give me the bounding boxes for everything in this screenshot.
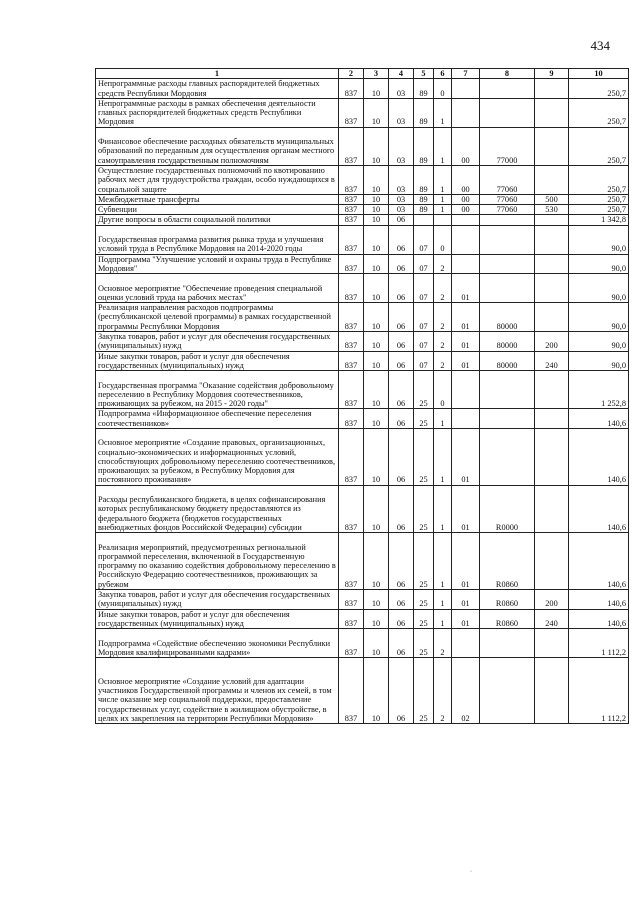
- row-name: Закупка товаров, работ и услуг для обеспечения государственных (муниципальных) нужд: [96, 590, 339, 610]
- row-name: Закупка товаров, работ и услуг для обеспечения государственных (муниципальных) нужд: [96, 332, 339, 352]
- row-name: Межбюджетные трансферты: [96, 194, 339, 204]
- row-code: 837: [339, 98, 364, 127]
- row-code: 77060: [480, 205, 535, 215]
- row-code: 80000: [480, 303, 535, 332]
- row-code: [535, 485, 569, 533]
- table-row: [96, 303, 629, 332]
- col-header: 7: [452, 69, 480, 79]
- row-name: Реализация мероприятий, предусмотренных региональной программой переселения, включенной в Государственную программу по оказанию содействия добровольному переселению в Российскую Федерацию соотечественников, проживающих за рубежом: [96, 533, 339, 590]
- row-code: R0860: [480, 609, 535, 629]
- row-code: 10: [364, 658, 389, 724]
- row-code: 06: [389, 428, 414, 485]
- row-code: [535, 409, 569, 429]
- row-code: 837: [339, 254, 364, 274]
- table-row: [96, 485, 629, 533]
- row-code: [535, 533, 569, 590]
- row-code: [480, 215, 535, 225]
- row-code: 89: [414, 205, 434, 215]
- row-code: 10: [364, 254, 389, 274]
- row-amount: 1 342,8: [569, 215, 629, 225]
- row-code: 1: [434, 428, 452, 485]
- row-code: [535, 254, 569, 274]
- row-code: 25: [414, 590, 434, 610]
- row-code: [480, 274, 535, 303]
- row-code: 200: [535, 590, 569, 610]
- row-code: 837: [339, 533, 364, 590]
- row-code: 10: [364, 303, 389, 332]
- row-code: 03: [389, 165, 414, 194]
- row-code: [535, 428, 569, 485]
- row-amount: 1 112,2: [569, 658, 629, 724]
- row-code: [535, 371, 569, 409]
- table-row: [96, 225, 629, 254]
- row-code: 10: [364, 590, 389, 610]
- table-row: [96, 428, 629, 485]
- row-code: 2: [434, 332, 452, 352]
- row-code: 1: [434, 127, 452, 165]
- col-header: 9: [535, 69, 569, 79]
- row-code: 10: [364, 215, 389, 225]
- row-amount: 90,0: [569, 332, 629, 352]
- row-code: 25: [414, 485, 434, 533]
- scan-mark: ·: [470, 869, 472, 875]
- row-code: 10: [364, 165, 389, 194]
- table-row: [96, 609, 629, 629]
- row-code: 03: [389, 127, 414, 165]
- budget-table: [95, 68, 629, 724]
- row-code: [452, 371, 480, 409]
- row-code: 2: [434, 351, 452, 371]
- row-code: 1: [434, 485, 452, 533]
- row-code: 0: [434, 79, 452, 99]
- col-header: 2: [339, 69, 364, 79]
- row-code: [452, 629, 480, 658]
- row-code: 01: [452, 303, 480, 332]
- row-code: 10: [364, 332, 389, 352]
- row-name: Реализация направления расходов подпрограммы (республиканской целевой программы) в рамках государственной программы Республики Мордовия: [96, 303, 339, 332]
- table-row: [96, 254, 629, 274]
- row-code: 1: [434, 409, 452, 429]
- row-code: [535, 79, 569, 99]
- row-code: 00: [452, 127, 480, 165]
- table-row: [96, 165, 629, 194]
- row-code: 06: [389, 351, 414, 371]
- row-amount: 250,7: [569, 127, 629, 165]
- row-code: 837: [339, 165, 364, 194]
- row-amount: 140,6: [569, 533, 629, 590]
- row-code: 07: [414, 351, 434, 371]
- row-code: 10: [364, 428, 389, 485]
- row-code: 06: [389, 629, 414, 658]
- row-code: 01: [452, 274, 480, 303]
- row-code: 10: [364, 351, 389, 371]
- row-name: Расходы республиканского бюджета, в целях софинансирования которых республиканскому бюджету предоставляются из федерального бюджета (бюджетов государственных внебюджетных фондов Российской Федерации) субсидии: [96, 485, 339, 533]
- table-row: [96, 590, 629, 610]
- row-code: 10: [364, 79, 389, 99]
- row-code: 837: [339, 371, 364, 409]
- row-amount: 250,7: [569, 165, 629, 194]
- row-code: 01: [452, 533, 480, 590]
- row-code: 1: [434, 98, 452, 127]
- row-name: Другие вопросы в области социальной политики: [96, 215, 339, 225]
- row-code: 00: [452, 205, 480, 215]
- row-code: [535, 225, 569, 254]
- row-code: 837: [339, 485, 364, 533]
- row-code: 837: [339, 590, 364, 610]
- row-code: 10: [364, 205, 389, 215]
- col-header: 4: [389, 69, 414, 79]
- table-row: [96, 274, 629, 303]
- table-row: [96, 351, 629, 371]
- row-code: 837: [339, 205, 364, 215]
- row-code: 25: [414, 658, 434, 724]
- row-code: [480, 658, 535, 724]
- row-amount: 140,6: [569, 609, 629, 629]
- row-code: 77060: [480, 194, 535, 204]
- row-code: 89: [414, 127, 434, 165]
- row-code: [434, 215, 452, 225]
- row-amount: 90,0: [569, 225, 629, 254]
- row-code: 530: [535, 205, 569, 215]
- row-code: 837: [339, 274, 364, 303]
- row-code: 837: [339, 79, 364, 99]
- row-code: 01: [452, 590, 480, 610]
- row-code: 837: [339, 629, 364, 658]
- row-code: 10: [364, 98, 389, 127]
- row-amount: 90,0: [569, 303, 629, 332]
- row-code: 837: [339, 409, 364, 429]
- col-header: 8: [480, 69, 535, 79]
- row-code: 01: [452, 609, 480, 629]
- row-code: 10: [364, 371, 389, 409]
- row-code: [480, 428, 535, 485]
- row-code: 06: [389, 609, 414, 629]
- col-header: 6: [434, 69, 452, 79]
- row-name: Государственная программа развития рынка труда и улучшения условий труда в Республике Мордовия на 2014-2020 годы: [96, 225, 339, 254]
- row-code: 02: [452, 658, 480, 724]
- row-name: Непрограммные расходы главных распорядителей бюджетных средств Республики Мордовия: [96, 79, 339, 99]
- row-code: 10: [364, 609, 389, 629]
- row-code: [452, 254, 480, 274]
- row-code: 07: [414, 274, 434, 303]
- row-code: 01: [452, 351, 480, 371]
- row-code: [480, 98, 535, 127]
- row-code: 01: [452, 332, 480, 352]
- col-header: 10: [569, 69, 629, 79]
- row-code: 837: [339, 194, 364, 204]
- row-code: 25: [414, 428, 434, 485]
- row-amount: 250,7: [569, 79, 629, 99]
- row-name: Государственная программа "Оказание содействия добровольному переселению в Республику Мордовия соотечественников, проживающих за рубежом, на 2015 - 2020 годы": [96, 371, 339, 409]
- row-code: 10: [364, 485, 389, 533]
- row-code: 25: [414, 629, 434, 658]
- row-code: R0860: [480, 590, 535, 610]
- row-code: [535, 98, 569, 127]
- row-code: 06: [389, 409, 414, 429]
- row-code: 00: [452, 194, 480, 204]
- row-code: 06: [389, 225, 414, 254]
- row-code: 10: [364, 274, 389, 303]
- row-code: 500: [535, 194, 569, 204]
- row-code: 07: [414, 303, 434, 332]
- row-code: 240: [535, 351, 569, 371]
- row-code: 2: [434, 303, 452, 332]
- row-code: 25: [414, 533, 434, 590]
- row-amount: 1 252,8: [569, 371, 629, 409]
- row-code: 89: [414, 98, 434, 127]
- table-row: [96, 371, 629, 409]
- row-code: 2: [434, 274, 452, 303]
- row-code: [535, 658, 569, 724]
- table-row: [96, 194, 629, 204]
- table-row: [96, 79, 629, 99]
- row-code: 837: [339, 127, 364, 165]
- row-code: 89: [414, 194, 434, 204]
- row-code: [480, 79, 535, 99]
- row-amount: 140,6: [569, 409, 629, 429]
- table-row: [96, 215, 629, 225]
- table-row: [96, 98, 629, 127]
- row-code: [452, 79, 480, 99]
- row-code: 837: [339, 609, 364, 629]
- row-code: 25: [414, 609, 434, 629]
- row-code: 03: [389, 79, 414, 99]
- row-amount: 1 112,2: [569, 629, 629, 658]
- row-amount: 250,7: [569, 205, 629, 215]
- row-code: [480, 225, 535, 254]
- row-code: [480, 371, 535, 409]
- row-name: Непрограммные расходы в рамках обеспечения деятельности главных распорядителей бюджетных средств Республики Мордовия: [96, 98, 339, 127]
- row-code: 200: [535, 332, 569, 352]
- table-row: [96, 533, 629, 590]
- row-code: 06: [389, 332, 414, 352]
- row-code: 77000: [480, 127, 535, 165]
- row-name: Основное мероприятие "Обеспечение проведения специальной оценки условий труда на рабочих местах": [96, 274, 339, 303]
- row-code: 837: [339, 351, 364, 371]
- row-code: 10: [364, 409, 389, 429]
- row-code: 80000: [480, 332, 535, 352]
- row-code: [480, 409, 535, 429]
- table-row: [96, 127, 629, 165]
- row-code: 06: [389, 658, 414, 724]
- row-code: [414, 215, 434, 225]
- row-name: Основное мероприятие «Создание правовых, организационных, социально-экономических и информационных условий, способствующих добровольному переселению соотечественников, проживающих за рубежом, в Республику Мордовия для постоянного проживания»: [96, 428, 339, 485]
- row-code: [535, 215, 569, 225]
- row-name: Подпрограмма «Информационное обеспечение переселения соотечественников»: [96, 409, 339, 429]
- row-code: 01: [452, 428, 480, 485]
- row-code: 07: [414, 254, 434, 274]
- row-amount: 250,7: [569, 98, 629, 127]
- row-code: [480, 629, 535, 658]
- row-code: [452, 409, 480, 429]
- table-row: [96, 205, 629, 215]
- row-code: R0000: [480, 485, 535, 533]
- row-code: [535, 303, 569, 332]
- row-amount: 90,0: [569, 254, 629, 274]
- row-code: [535, 165, 569, 194]
- row-code: R0860: [480, 533, 535, 590]
- row-code: 837: [339, 332, 364, 352]
- row-name: Подпрограмма "Улучшение условий и охраны труда в Республике Мордовия": [96, 254, 339, 274]
- row-code: 1: [434, 590, 452, 610]
- row-code: 10: [364, 127, 389, 165]
- row-code: 2: [434, 629, 452, 658]
- col-header: 5: [414, 69, 434, 79]
- row-code: 89: [414, 79, 434, 99]
- row-code: 03: [389, 205, 414, 215]
- row-code: 25: [414, 371, 434, 409]
- row-amount: 90,0: [569, 351, 629, 371]
- row-code: 1: [434, 165, 452, 194]
- row-code: 837: [339, 658, 364, 724]
- row-code: 1: [434, 205, 452, 215]
- table-row: [96, 409, 629, 429]
- row-name: Иные закупки товаров, работ и услуг для обеспечения государственных (муниципальных) нужд: [96, 351, 339, 371]
- row-code: [452, 225, 480, 254]
- row-amount: 90,0: [569, 274, 629, 303]
- row-code: 06: [389, 371, 414, 409]
- row-amount: 140,6: [569, 485, 629, 533]
- row-code: 07: [414, 225, 434, 254]
- row-name: Подпрограмма «Содействие обеспечению экономики Республики Мордовия квалифицированными кадрами»: [96, 629, 339, 658]
- row-code: 25: [414, 409, 434, 429]
- row-code: 06: [389, 303, 414, 332]
- row-code: 2: [434, 658, 452, 724]
- page-number: 434: [590, 38, 610, 53]
- col-header: 3: [364, 69, 389, 79]
- col-header: 1: [96, 69, 339, 79]
- row-code: 10: [364, 225, 389, 254]
- row-name: Субвенции: [96, 205, 339, 215]
- row-code: 837: [339, 303, 364, 332]
- row-name: Финансовое обеспечение расходных обязательств муниципальных образований по переданным для осуществления органам местного самоуправления государственным полномочиям: [96, 127, 339, 165]
- row-code: 06: [389, 485, 414, 533]
- row-code: 77060: [480, 165, 535, 194]
- row-code: 10: [364, 533, 389, 590]
- row-code: 03: [389, 98, 414, 127]
- table-body: [96, 79, 629, 724]
- row-code: [480, 254, 535, 274]
- row-code: 06: [389, 590, 414, 610]
- table-row: [96, 658, 629, 724]
- header-row: [96, 69, 629, 79]
- row-amount: 140,6: [569, 590, 629, 610]
- row-code: 0: [434, 371, 452, 409]
- row-code: 2: [434, 254, 452, 274]
- row-code: 80000: [480, 351, 535, 371]
- row-code: 10: [364, 194, 389, 204]
- row-code: [452, 215, 480, 225]
- row-code: 837: [339, 225, 364, 254]
- row-code: 06: [389, 533, 414, 590]
- row-code: 06: [389, 274, 414, 303]
- row-code: 1: [434, 533, 452, 590]
- row-code: [452, 98, 480, 127]
- row-code: 89: [414, 165, 434, 194]
- row-code: [535, 629, 569, 658]
- row-code: 0: [434, 225, 452, 254]
- row-name: Основное мероприятие «Создание условий для адаптации участников Государственной программы и членов их семей, в том числе оказание мер социальной поддержки, предоставление государственных услуг, содействие в жилищном обустройстве, в целях их закрепления на территории Республики Мордовия»: [96, 658, 339, 724]
- row-code: 07: [414, 332, 434, 352]
- row-code: [535, 127, 569, 165]
- row-code: 1: [434, 194, 452, 204]
- row-amount: 140,6: [569, 428, 629, 485]
- row-code: 837: [339, 428, 364, 485]
- row-name: Осуществление государственных полномочий по квотированию рабочих мест для трудоустройства граждан, особо нуждающихся в социальной защите: [96, 165, 339, 194]
- row-code: 1: [434, 609, 452, 629]
- row-code: 837: [339, 215, 364, 225]
- row-code: 00: [452, 165, 480, 194]
- table-row: [96, 629, 629, 658]
- row-name: Иные закупки товаров, работ и услуг для обеспечения государственных (муниципальных) нужд: [96, 609, 339, 629]
- row-code: [535, 274, 569, 303]
- row-code: 06: [389, 254, 414, 274]
- row-code: 03: [389, 194, 414, 204]
- row-code: 06: [389, 215, 414, 225]
- row-code: 01: [452, 485, 480, 533]
- row-code: 10: [364, 629, 389, 658]
- row-amount: 250,7: [569, 194, 629, 204]
- row-code: 240: [535, 609, 569, 629]
- table-row: [96, 332, 629, 352]
